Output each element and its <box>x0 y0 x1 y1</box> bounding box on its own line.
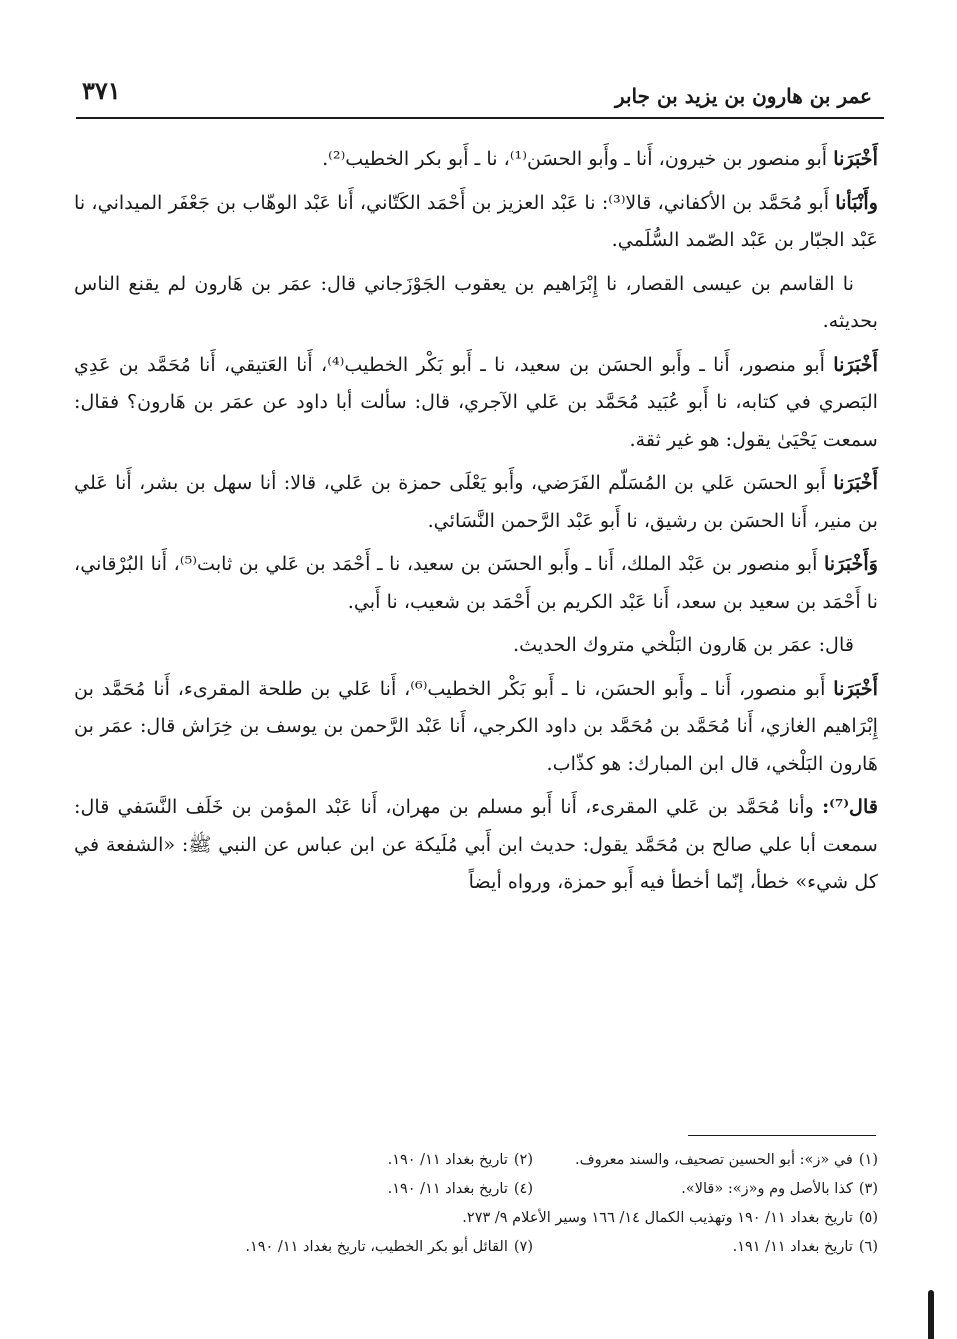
footnote-rule <box>688 1135 876 1136</box>
footnote <box>533 1175 878 1204</box>
paragraph <box>74 670 878 783</box>
main-text <box>74 140 878 907</box>
footnote-text: تاريخ بغداد ١١/ ١٩٠. <box>387 1152 508 1168</box>
footnote <box>388 1175 533 1204</box>
running-title: عمر بن هارون بن يزيد بن جابر <box>614 84 872 108</box>
footnote-row <box>74 1146 878 1175</box>
footnote-text: القائل أبو بكر الخطيب، تاريخ بغداد ١١/ ١٩٠. <box>245 1239 508 1255</box>
paragraph <box>74 140 878 178</box>
footnote <box>533 1146 878 1175</box>
footnote-text: تاريخ بغداد ١١/ ١٩٠. <box>387 1181 508 1197</box>
footnote-text: تاريخ بغداد ١١/ ١٩٠ وتهذيب الكمال ١٤/ ١٦٦ وسير الأعلام ٩/ ٢٧٣. <box>462 1210 853 1226</box>
footnote-row <box>74 1204 878 1233</box>
paragraph-text: أَبو مُحَمَّد بن الأكفاني، قالا⁽³⁾: نا عَبْد العزيز بن أَحْمَد الكَتّاني، أَنا عَبْد الوهّاب بن جَعْفَر الميداني، نا عَبْد الجبّار بن عَبْد الصّمد السُّلَمي. <box>74 190 878 251</box>
footnote-number: (٧) <box>513 1239 533 1255</box>
paragraph <box>74 464 878 539</box>
paragraph <box>74 626 878 664</box>
paragraph-lead: وأَنْبَأنا <box>835 190 879 214</box>
header-rule <box>76 117 884 119</box>
footnote-number: (٢) <box>513 1152 533 1168</box>
paragraph-text: أَبو منصور بن عَبْد الملك، أَنا ـ وأَبو الحسَن بن سعيد، نا ـ أَحْمَد بن عَلي بن ثابت⁽⁵⁾، أَنا البُرْقاني، نا أَحْمَد بن سعيد بن سعد، أَنا عَبْد الكريم بن أَحْمَد بن شعيب، نا أَبي. <box>74 552 878 613</box>
paragraph-text: أَبو منصور، أَنا ـ وأَبو الحسَن بن سعيد، نا ـ أَبو بَكْر الخطيب⁽⁴⁾، أَنا العَتيقي، أَنا مُحَمَّد بن عَدِي البَصري في كتابه، نا أَبو عُبَيد مُحَمَّد بن عَلي الآجري، قال: سألت أبا داود عن عمَر بن هَارون؟ فقال: سمعت يَحْيَىٰ يقول: هو غير ثقة. <box>74 352 878 451</box>
footnote-text: في «ز»: أبو الحسين تصحيف، والسند معروف. <box>575 1152 853 1168</box>
footnote <box>462 1204 878 1233</box>
paragraph-text: أَبو الحسَن عَلي بن المُسَلّم الفَرَضي، وأَبو يَعْلَى حمزة بن عَلي، قالا: أنا سهل بن بشر، أَنا عَلي بن منير، أَنا الحسَن بن رشيق، نا أَبو عَبْد الرَّحمن النَّسَائي. <box>74 471 878 532</box>
paragraph-lead: أَخْبَرَنا <box>833 352 878 376</box>
footnote-number: (٣) <box>858 1181 878 1197</box>
paragraph-lead: أَخْبَرَنا <box>833 676 879 700</box>
paragraph-text: أَبو منصور بن خيرون، أَنا ـ وأَبو الحسَن⁽¹⁾، نا ـ أَبو بكر الخطيب⁽²⁾. <box>322 147 834 170</box>
paragraph <box>74 184 878 259</box>
paragraph-lead: أَخْبَرَنا <box>833 471 878 494</box>
footnote-row <box>74 1175 878 1204</box>
paragraph-lead: قال⁽⁷⁾: <box>822 795 878 818</box>
paragraph <box>74 346 878 459</box>
paragraph-lead: أَخْبَرَنا <box>833 147 878 170</box>
paragraph <box>74 545 878 620</box>
paragraph-lead: وَأَخْبَرَنا <box>823 552 878 575</box>
footnote-number: (١) <box>858 1152 878 1168</box>
paragraph-text: وأنا مُحَمَّد بن عَلي المقرىء، أَنا أَبو مسلم بن مهران، أَنا عَبْد المؤمن بن خَلَف النَّسَفي قال: سمعت أبا علي صالح بن مُحَمَّد يقول: حديث ابن أَبي مُلَيكة عن ابن عباس عن النبي ﷺ: «الشفعة في كل شيء» خطأ، إنّما أخطأ فيه أَبو حمزة، ورواه أيضاً <box>74 795 878 893</box>
footnote <box>245 1233 533 1262</box>
footnote-number: (٤) <box>513 1181 533 1197</box>
footnote <box>533 1233 878 1262</box>
footnotes <box>74 1146 878 1262</box>
footnote <box>388 1146 533 1175</box>
footnote-text: كذا بالأصل وم و«ز»: «قالا». <box>681 1181 853 1197</box>
paragraph-text: أَبو منصور، أَنا ـ وأَبو الحسَن، نا ـ أَبو بَكْر الخطيب⁽⁶⁾، أَنا عَلي بن طلحة المقرىء، أَنا مُحَمَّد بن إِبْرَاهيم الغازي، أَنا مُحَمَّد بن مُحَمَّد بن داود الكرجي، أَنا عَبْد الرَّحمن بن يوسف بن خِرَاش قال: عمَر بن هَارون البَلْخي، قال ابن المبارك: هو كذّاب. <box>74 676 878 775</box>
footnote-text: تاريخ بغداد ١١/ ١٩١. <box>732 1239 853 1255</box>
paragraph <box>74 788 878 901</box>
footnote-number: (٥) <box>858 1210 878 1226</box>
paragraph-text: قال: عمَر بن هَارون البَلْخي متروك الحديث. <box>512 633 854 656</box>
paragraph <box>74 265 878 340</box>
footnote-row <box>74 1233 878 1262</box>
paragraph-text: نا القاسم بن عيسى القصار، نا إِبْرَاهيم بن يعقوب الجَوْزَجاني قال: عمَر بن هَارون لم يقنع الناس بحديثه. <box>74 271 878 332</box>
footnote-number: (٦) <box>858 1239 878 1255</box>
scan-edge-mark <box>928 1290 934 1339</box>
page-number: ٣٧١ <box>82 76 121 105</box>
